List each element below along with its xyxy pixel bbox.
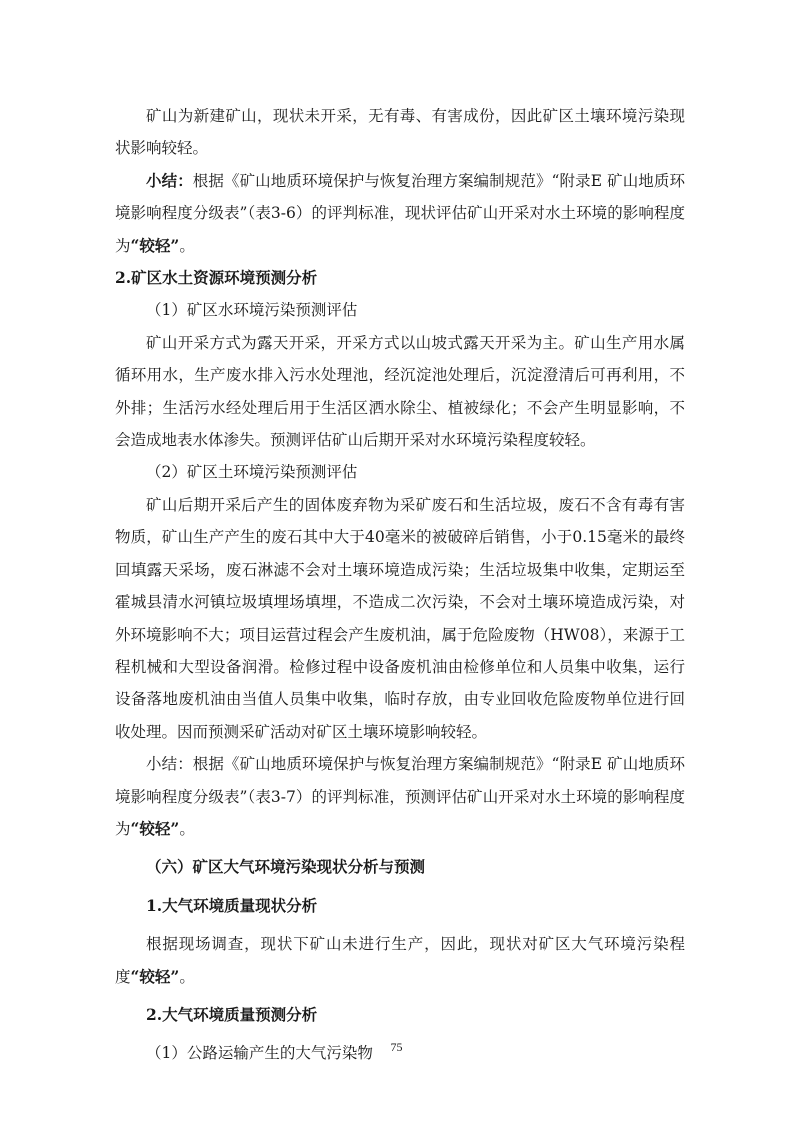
paragraph-summary-prediction — [115, 748, 685, 845]
summary-conclusion: “较轻” — [130, 818, 180, 838]
subheading-water-pollution: （1）矿区水环境污染预测评估 — [146, 301, 358, 320]
paragraph-water-pollution — [115, 327, 685, 457]
paragraph-text: 矿山开采方式为露天开采，开采方式以山坡式露天开采为主。矿山生产用水属循环用水，生产废水排入污水处理池，经沉淀池处理后，沉淀澄清后可再利用，不外排；生活污水经处理后用于生活区洒水除尘、植被绿化；不会产生明显影响，不会造成地表水体渗失。预测评估矿山后期开采对水环境污染程度较轻。 — [115, 333, 685, 450]
paragraph-current-soil-status — [115, 100, 685, 165]
paragraph-text: 矿山后期开采后产生的固体废弃物为采矿废石和生活垃圾，废石不含有毒有害物质，矿山生产产生的废石其中大于40毫米的被破碎后销售，小于0.15毫米的最终回填露天采场，废石淋滤不会对土壤环境造成污染；生活垃圾集中收集，定期运至霍城县清水河镇垃圾填埋场填埋，不造成二次污染，不会对土壤环境造成污染，对外环境影响不大；项目运营过程会产生废机油，属于危险废物（HW08），来源于工程机械和大型设备润滑。检修过程中设备废机油由检修单位和人员集中收集，运行设备落地废机油由当值人员集中收集，临时存放，由专业回收危险废物单位进行回收处理。因而预测采矿活动对矿区土壤环境影响较轻。 — [115, 495, 685, 741]
subheading-soil-pollution: （2）矿区土环境污染预测评估 — [146, 463, 358, 482]
paragraph-soil-pollution — [115, 489, 685, 748]
summary-end: 。 — [179, 819, 195, 838]
summary-text: 小结：根据《矿山地质环境保护与恢复治理方案编制规范》“附录E 矿山地质环境影响程度分级表”（表3-7）的评判标准，预测评估矿山开采对水土环境的影响程度为 — [115, 755, 685, 838]
summary-label: 小结： — [146, 170, 193, 190]
heading-air-current: 1.大气环境质量现状分析 — [146, 895, 318, 915]
summary-end: 。 — [179, 236, 195, 255]
paragraph-text: 矿山为新建矿山，现状未开采，无有毒、有害成份，因此矿区土壤环境污染现状影响较轻。 — [115, 107, 685, 158]
paragraph-summary-current — [115, 165, 685, 262]
subheading-road-transport: （1）公路运输产生的大气污染物 — [146, 1044, 373, 1063]
page-number: 75 — [390, 1040, 403, 1054]
heading-water-soil-prediction: 2.矿区水土资源环境预测分析 — [115, 268, 318, 288]
summary-conclusion: “较轻” — [130, 235, 180, 255]
heading-air-prediction: 2.大气环境质量预测分析 — [146, 1004, 318, 1024]
paragraph-text: 根据现场调查，现状下矿山未进行生产，因此，现状对矿区大气环境污染程度 — [115, 935, 685, 986]
section-heading-air: （六）矿区大气环境污染现状分析与预测 — [146, 857, 426, 877]
paragraph-air-current — [115, 928, 685, 993]
paragraph-end: 。 — [179, 967, 195, 986]
page-body — [115, 100, 685, 1070]
air-conclusion: “较轻” — [130, 966, 180, 986]
summary-text: 根据《矿山地质环境保护与恢复治理方案编制规范》“附录E 矿山地质环境影响程度分级表”（表3-6）的评判标准，现状评估矿山开采对水土环境的影响程度为 — [115, 171, 685, 255]
